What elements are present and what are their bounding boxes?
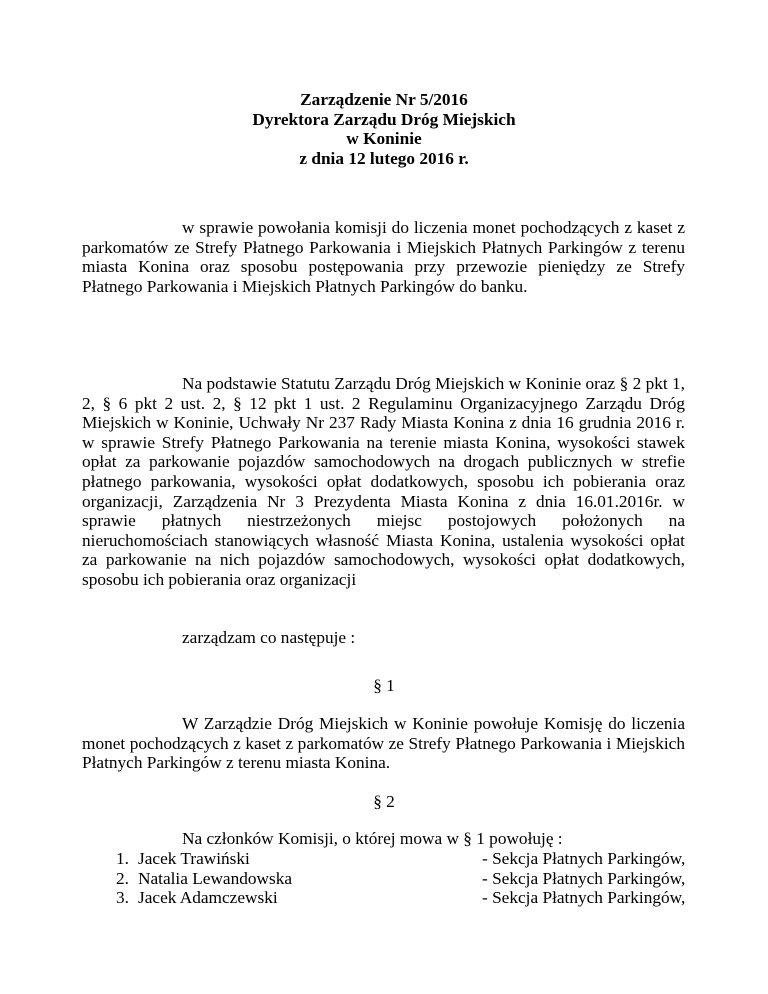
member-department: - Sekcja Płatnych Parkingów, [482,888,686,908]
member-name: Natalia Lewandowska [138,868,293,888]
members-list [82,849,685,908]
section-2-heading: § 2 [373,792,395,811]
issuer-city: w Koninie [346,129,422,149]
decree-number: Zarządzenie Nr 5/2016 [300,90,468,109]
decree-date: z dnia 12 lutego 2016 r. [299,148,469,168]
member-name: Jacek Adamczewski [138,888,278,908]
member-number: 2. [116,868,129,888]
member-department: - Sekcja Płatnych Parkingów, [482,849,686,868]
member-name: Jacek Trawiński [138,849,250,868]
section-1-heading: § 1 [373,676,395,695]
subject-paragraph: w sprawie powołania komisji do liczenia monet pochodzących z kaset z parkomatów ze Strefy Płatnego Parkowania i Miejskich Płatnych Parkingów z terenu miasta Konina oraz sposobu postępowania przy przewozie pieniędzy ze Strefy Płatnego Parkowania i Miejskich Płatnych Parkingów do banku. [82,218,685,296]
list-item [82,888,685,908]
document-header [0,90,768,168]
member-department: - Sekcja Płatnych Parkingów, [482,868,686,888]
section-2-intro: Na członków Komisji, o której mowa w § 1 powołuję : [182,829,563,848]
list-item [82,849,685,869]
section-1-text: W Zarządzie Dróg Miejskich w Koninie powołuje Komisję do liczenia monet pochodzących z kaset z parkomatów ze Strefy Płatnego Parkowania i Miejskich Płatnych Parkingów z terenu miasta Konina. [82,714,685,773]
list-item [82,869,685,889]
legal-basis-paragraph: Na podstawie Statutu Zarządu Dróg Miejskich w Koninie oraz § 2 pkt 1, 2, § 6 pkt 2 ust. 2, § 12 pkt 1 ust. 2 Regulaminu Organizacyjnego Zarządu Dróg Miejskich w Koninie, Uchwały Nr 237 Rady Miasta Konina z dnia 16 grudnia 2016 r. w sprawie Strefy Płatnego Parkowania na terenie miasta Konina, wysokości stawek opłat za parkowanie pojazdów samochodowych na drogach publicznych w strefie płatnego parkowania, wysokości opłat dodatkowych, sposobu ich pobierania oraz organizacji, Zarządzenia Nr 3 Prezydenta Miasta Konina z dnia 16.01.2016r. w sprawie płatnych niestrzeżonych miejsc postojowych położonych na nieruchomościach stanowiących własność Miasta Konina, ustalenia wysokości opłat za parkowanie na nich pojazdów samochodowych, wysokości opłat dodatkowych, sposobu ich pobierania oraz organizacji [82,374,685,589]
decree-statement: zarządzam co następuje : [182,628,356,647]
issuer-title: Dyrektora Zarządu Dróg Miejskich [252,109,516,129]
member-number: 3. [116,888,129,908]
member-number: 1. [116,849,129,868]
